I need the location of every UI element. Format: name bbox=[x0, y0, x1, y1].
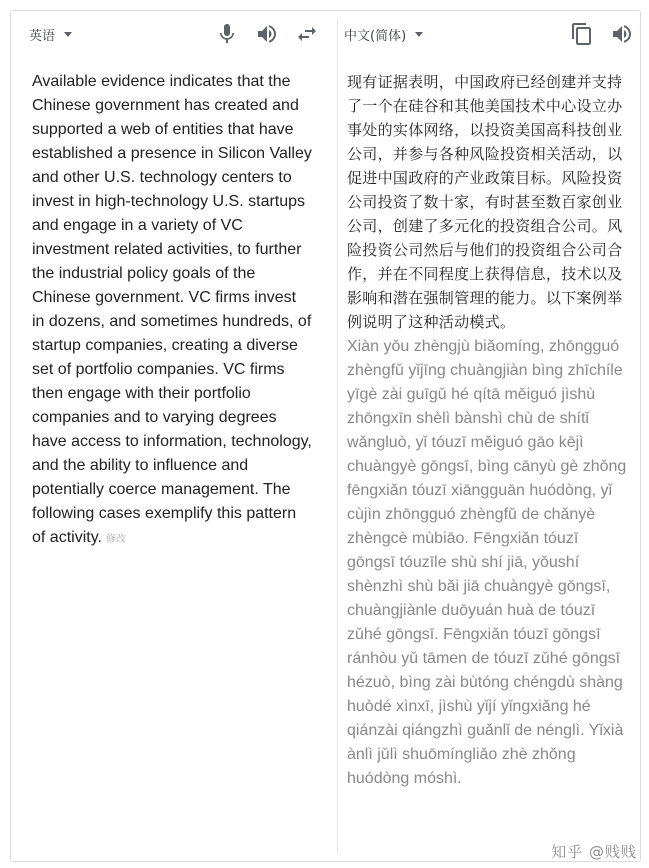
watermark: 知乎 @贱贱 bbox=[551, 843, 637, 861]
edit-link[interactable]: 修改 bbox=[105, 534, 126, 545]
translation-panel bbox=[347, 70, 630, 791]
speaker-icon[interactable] bbox=[610, 22, 634, 46]
source-text-area[interactable] bbox=[32, 70, 312, 552]
target-language-selector[interactable] bbox=[344, 25, 423, 44]
swap-languages-icon[interactable] bbox=[295, 22, 319, 46]
panel-divider bbox=[337, 19, 338, 853]
target-toolbar bbox=[344, 11, 634, 57]
speaker-icon[interactable] bbox=[255, 22, 279, 46]
source-language-selector[interactable] bbox=[29, 25, 72, 44]
translation-text: 现有证据表明，中国政府已经创建并支持了一个在硅谷和其他美国技术中心设立办事处的实体网络，以投资美国高科技创业公司，并参与各种风险投资相关活动，以促进中国政府的产业政策目标。风险投资公司投资了数十家，有时甚至数百家创业公司，创建了多元化的投资组合公司。风险投资公司然后与他们的投资组合公司合作，并在不同程度上获得信息，技术以及影响和潜在强制管理的能力。以下案例举例说明了这种活动模式。 bbox=[347, 73, 623, 331]
source-language-label: 英语 bbox=[29, 28, 56, 44]
chevron-down-icon bbox=[415, 32, 423, 37]
romanization-text: Xiàn yǒu zhèngjù biǎomíng, zhōngguó zhèngfǔ yǐjīng chuàngjiàn bìng zhīchíle yīgè zài guīgǔ hé qítā měiguó jìshù zhōngxīn shèlì bànshì chù de shítǐ wǎngluò, yǐ tóuzī měiguó gāo kējì chuàngyè gōngsī, bìng cānyù gè zhǒng fēngxiǎn tóuzī xiāngguān huódòng, yǐ cùjìn zhōngguó zhèngfǔ de chǎnyè zhèngcè mùbiāo. Fēngxiǎn tóuzī gōngsī tóuzīle shù shí jiā, yǒushí shènzhì shù bǎi jiā chuàngyè gōngsī, chuàngjiànle duōyuán huà de tóuzī zǔhé gōngsī. Fēngxiǎn tóuzī gōngsī ránhòu yǔ tāmen de tóuzī zǔhé gōngsī hézuò, bìng zài bùtóng chéngdù shàng huòdé xìnxī, jìshù yǐjí yǐngxiǎng hé qiánzài qiángzhì guǎnlǐ de nénglì. Yǐxià ànlì jǔlì shuōmíngliǎo zhè zhǒng huódòng móshì. bbox=[347, 338, 627, 787]
microphone-icon[interactable] bbox=[215, 22, 239, 46]
copy-icon[interactable] bbox=[570, 22, 594, 46]
source-toolbar bbox=[29, 11, 319, 57]
chevron-down-icon bbox=[64, 32, 72, 37]
translate-card bbox=[10, 10, 641, 862]
source-text: Available evidence indicates that the Chinese government has created and supported a web of entities that have established a presence in Silicon Valley and other U.S. technology centers to invest in high-technology U.S. startups and engage in a variety of VC investment related activities, to further the industrial policy goals of the Chinese government. VC firms invest in dozens, and sometimes hundreds, of startup companies, creating a diverse set of portfolio companies. VC firms then engage with their portfolio companies and to varying degrees have access to information, technology, and the ability to influence and potentially coerce management. The following cases exemplify this pattern of activity. bbox=[32, 73, 312, 546]
target-language-label: 中文(简体) bbox=[344, 28, 407, 44]
